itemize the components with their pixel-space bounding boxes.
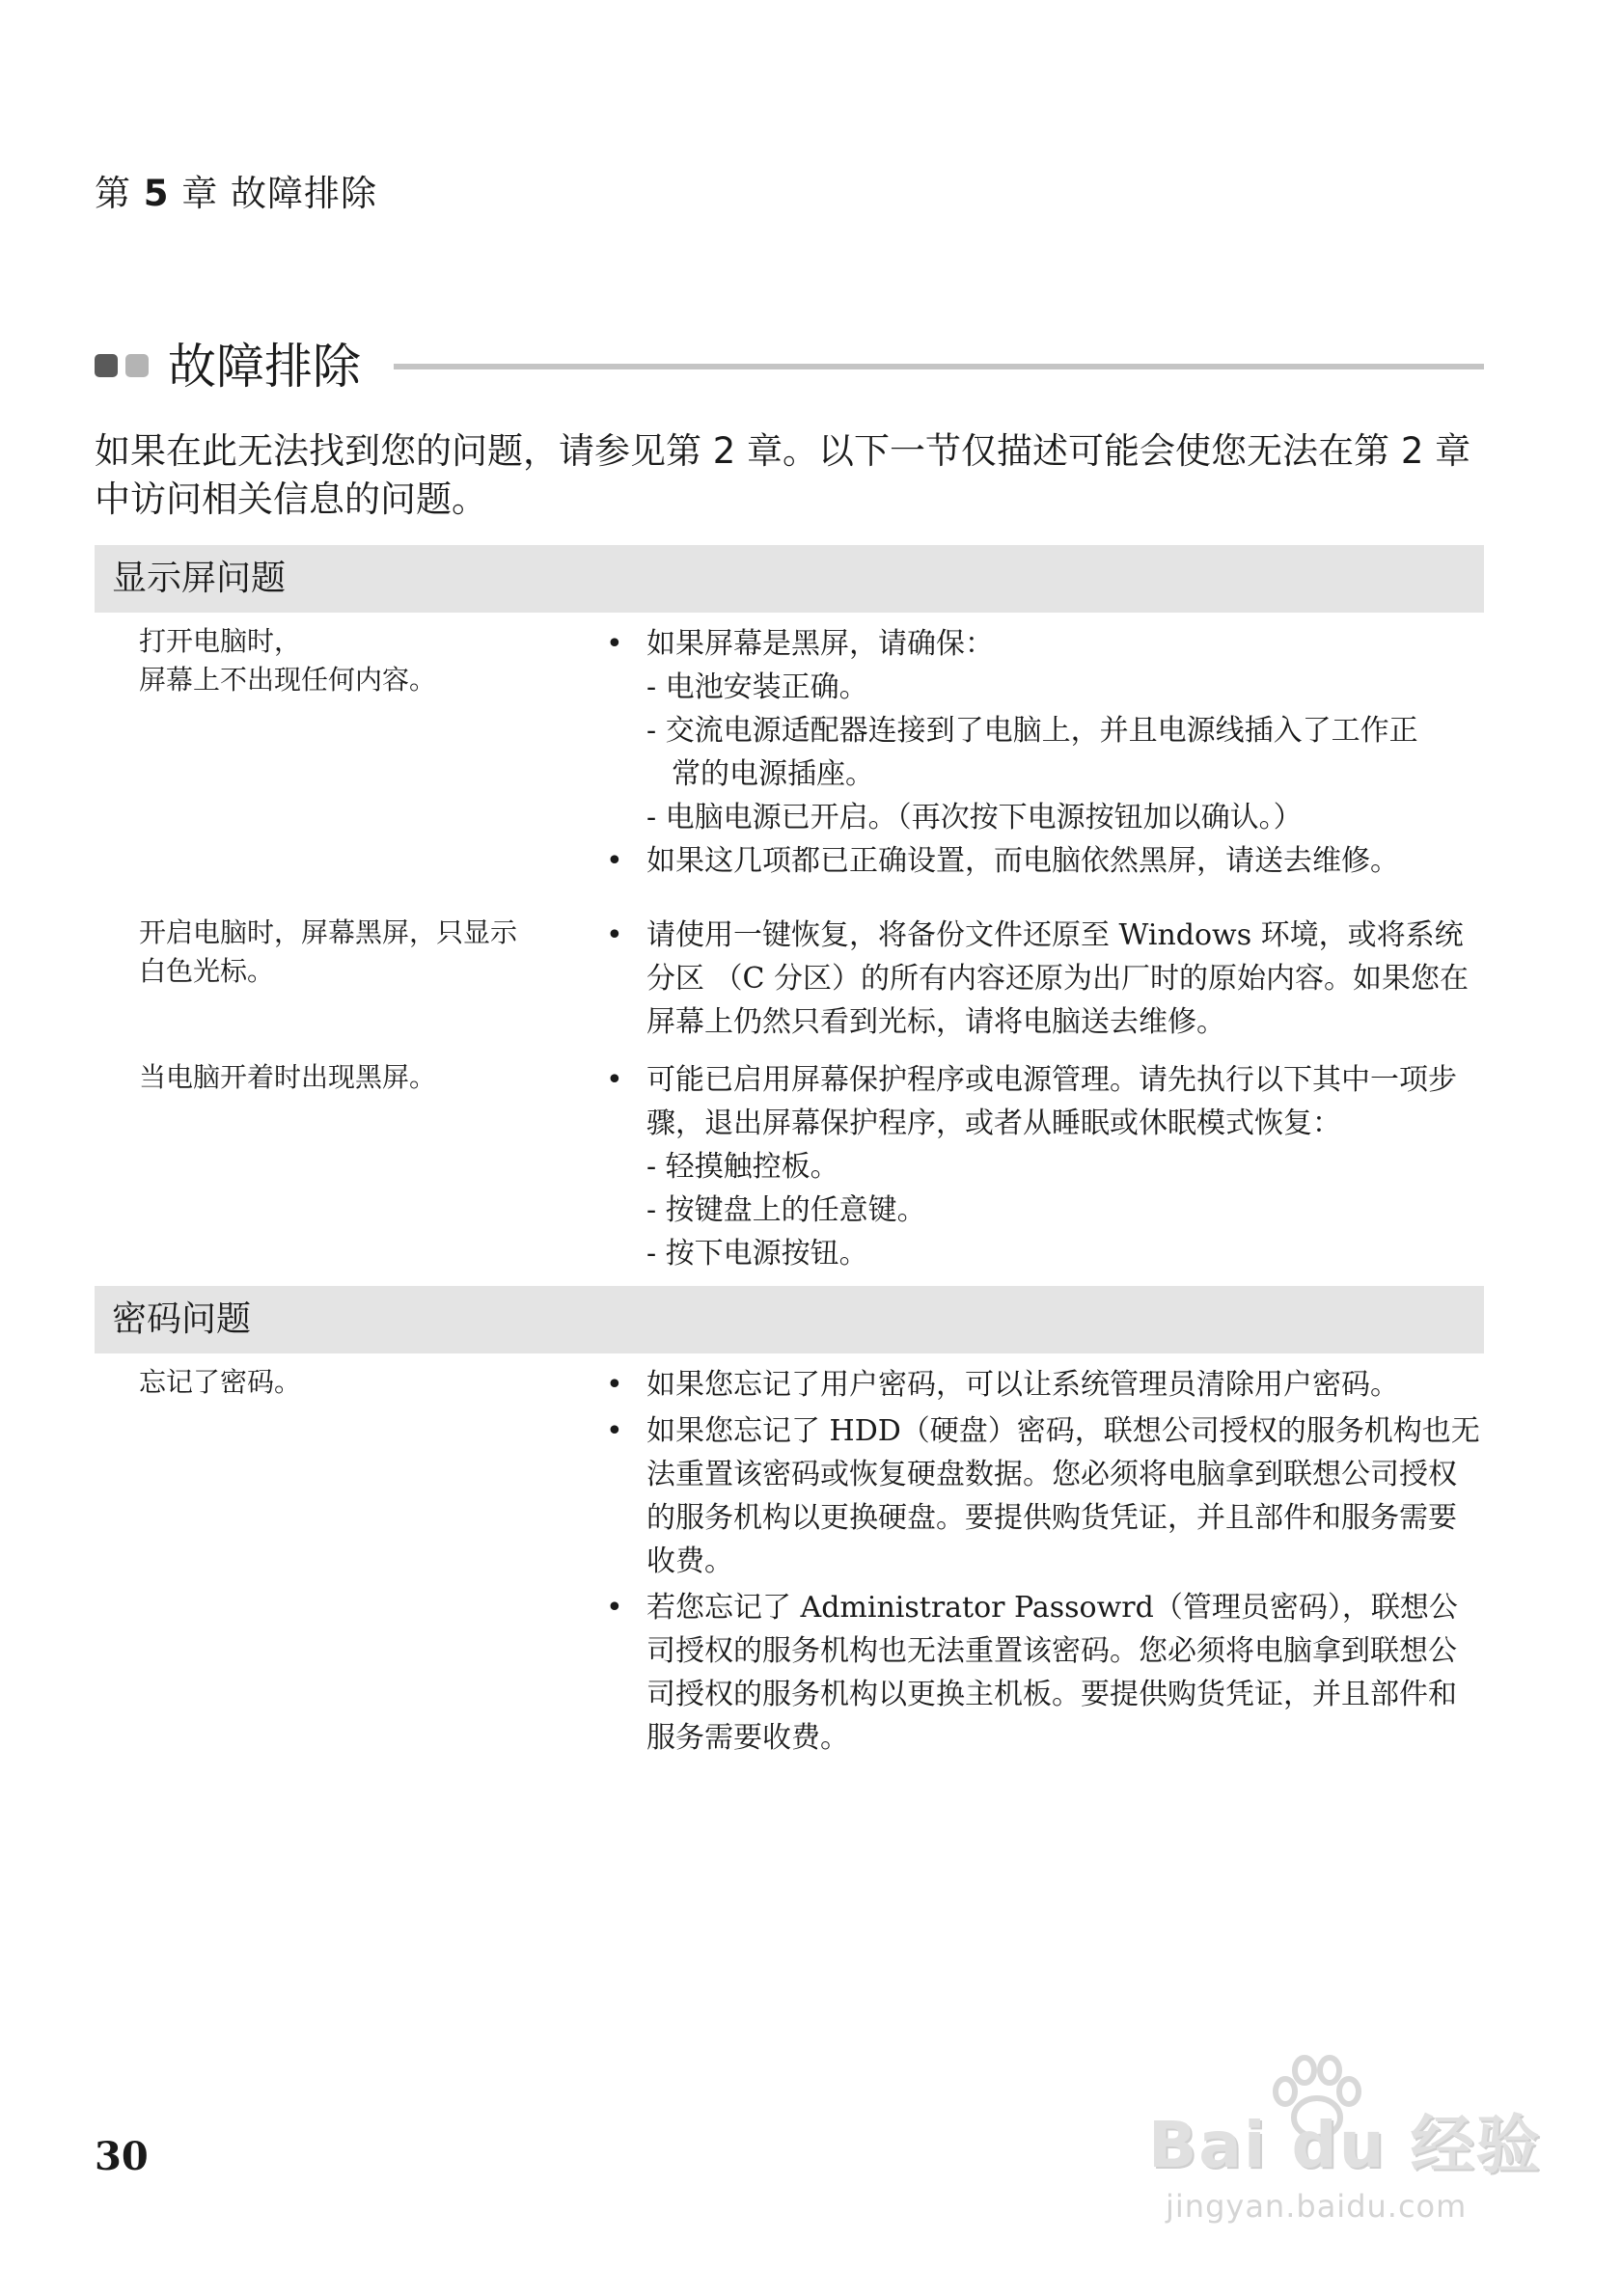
- problem-cell: [139, 914, 674, 991]
- problem-line: 打开电脑时，: [139, 625, 302, 657]
- bullet-icon: •: [606, 1591, 623, 1625]
- solution-cell: [598, 1363, 1484, 1760]
- solution-cell: [598, 622, 1484, 883]
- solution-bullet: [598, 839, 1484, 883]
- bullet-icon: •: [606, 627, 623, 661]
- problem-line: 屏幕上不出现任何内容。: [139, 664, 437, 696]
- bullet-icon: •: [606, 918, 623, 952]
- table-row: [95, 622, 1484, 902]
- group-header-display: 显示屏问题: [95, 545, 1484, 613]
- sub-list: [598, 1145, 1484, 1275]
- watermark: [1148, 2074, 1553, 2238]
- troubleshooting-table: [95, 545, 1484, 1760]
- page-number: 30: [95, 2134, 149, 2179]
- sub-item: - 电脑电源已开启。（再次按下电源按钮加以确认。）: [646, 801, 1303, 834]
- chapter-title: 章 故障排除: [181, 173, 378, 214]
- bullet-text: 若您忘记了 Administrator Passowrd（管理员密码），联想公司授权的服务机构也无法重置该密码。您必须将电脑拿到联想公司授权的服务机构以更换主机板。要提供购货凭证，并且部件和服务需要收费。: [646, 1591, 1458, 1755]
- problem-line: 忘记了密码。: [139, 1366, 302, 1398]
- watermark-url: jingyan.baidu.com: [1166, 2188, 1468, 2225]
- section-title: 故障排除: [168, 339, 361, 395]
- table-row: [95, 1363, 1484, 1760]
- chapter-header: [95, 164, 377, 216]
- chapter-number: 5: [143, 173, 170, 214]
- intro-paragraph: 如果在此无法找到您的问题，请参见第 2 章。以下一节仅描述可能会使您无法在第 2 章中访问相关信息的问题。: [95, 430, 1471, 520]
- solution-bullet: [598, 1409, 1484, 1583]
- solution-cell: [598, 1058, 1484, 1275]
- problem-cell: [139, 622, 674, 699]
- problem-cell: [139, 1058, 674, 1097]
- group-header-password: 密码问题: [95, 1286, 1484, 1353]
- section-rule: [394, 364, 1484, 369]
- light-square-icon: [125, 354, 149, 377]
- bullet-text: 请使用一键恢复，将备份文件还原至 Windows 环境，或将系统分区 （C 分区）的所有内容还原为出厂时的原始内容。如果您在屏幕上仍然只看到光标，请将电脑送去维修。: [646, 918, 1470, 1039]
- table-row: [95, 1058, 1484, 1280]
- sub-item: - 轻摸触控板。: [646, 1150, 839, 1184]
- problem-cell: [139, 1363, 674, 1402]
- bullet-text: 如果您忘记了 HDD（硬盘）密码，联想公司授权的服务机构也无法重置该密码或恢复硬盘数据。您必须将电脑拿到联想公司授权的服务机构以更换硬盘。要提供购货凭证，并且部件和服务需要收费。: [646, 1414, 1480, 1578]
- section-heading: [95, 333, 1484, 400]
- solution-bullet: [598, 1363, 1484, 1407]
- sub-item: - 按下电源按钮。: [646, 1237, 868, 1271]
- bullet-icon: •: [606, 1063, 623, 1097]
- watermark-brand: Bai du 经验: [1148, 2108, 1542, 2182]
- bullet-text: 如果这几项都已正确设置，而电脑依然黑屏，请送去维修。: [646, 844, 1399, 878]
- bullet-text: 如果屏幕是黑屏，请确保：: [646, 627, 994, 661]
- table-row: [95, 914, 1484, 1047]
- sub-item: - 电池安装正确。: [646, 670, 868, 704]
- bullet-icon: •: [606, 1368, 623, 1402]
- dark-square-icon: [95, 354, 118, 377]
- sub-list: [598, 666, 1484, 839]
- bullet-text: 可能已启用屏幕保护程序或电源管理。请先执行以下其中一项步骤，退出屏幕保护程序，或者从睡眠或休眠模式恢复：: [646, 1063, 1457, 1140]
- problem-line: 白色光标。: [139, 955, 275, 987]
- solution-bullet: [598, 1586, 1484, 1760]
- solution-bullet: [598, 1058, 1484, 1145]
- solution-bullet: [598, 622, 1484, 666]
- sub-item: - 按键盘上的任意键。: [646, 1193, 926, 1227]
- bullet-icon: •: [606, 1414, 623, 1448]
- problem-line: 当电脑开着时出现黑屏。: [139, 1061, 437, 1093]
- solution-cell: [598, 914, 1484, 1044]
- chapter-prefix: 第: [95, 173, 131, 214]
- solution-bullet: [598, 914, 1484, 1044]
- problem-line: 开启电脑时，屏幕黑屏，只显示: [139, 916, 518, 948]
- sub-item: - 交流电源适配器连接到了电脑上，并且电源线插入了工作正: [646, 714, 1418, 748]
- bullet-text: 如果您忘记了用户密码，可以让系统管理员清除用户密码。: [646, 1368, 1399, 1402]
- sub-item-continued: 常的电源插座。: [672, 757, 874, 791]
- bullet-icon: •: [606, 844, 623, 878]
